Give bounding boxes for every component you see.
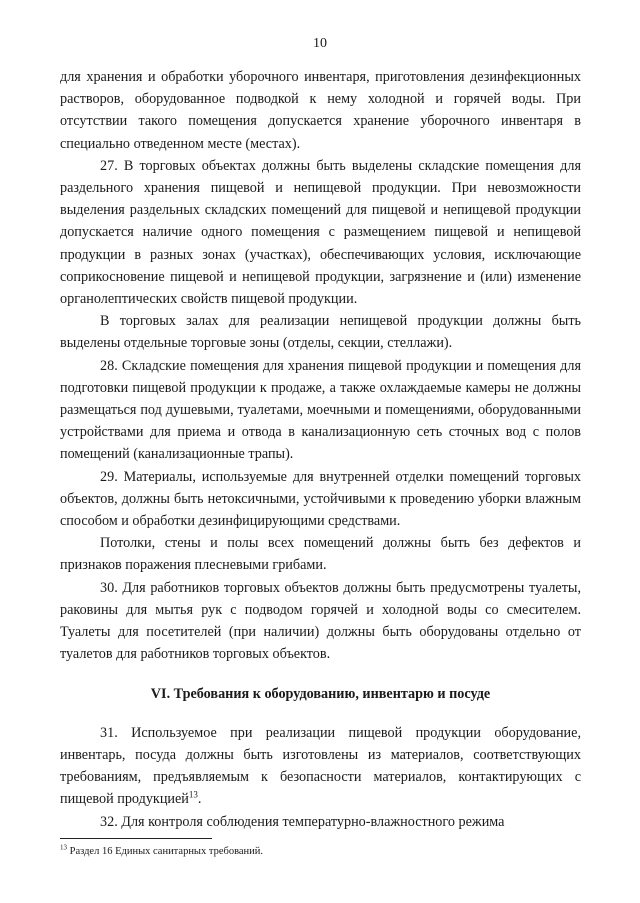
- footnote-text: Раздел 16 Единых санитарных требований.: [67, 846, 264, 857]
- paragraph-32: 32. Для контроля соблюдения температурно-влажностного режима: [100, 813, 505, 830]
- document-body: [60, 66, 581, 833]
- paragraph-29-ceilings: Потолки, стены и полы всех помещений должны быть без дефектов и признаков поражения плесневыми грибами.: [60, 535, 581, 574]
- paragraph-29: 29. Материалы, используемые для внутренней отделки помещений торговых объектов, должны быть нетоксичными, устойчивыми к проведению уборки влажным способом и обработки дезинфицирующими средствами.: [60, 468, 581, 530]
- paragraph-cleaning-room: для хранения и обработки уборочного инвентаря, приготовления дезинфекционных растворов, оборудованное подводкой к нему холодной и горячей воды. При отсутствии такого помещения допускается хранение уборочного инвентаря в специально отведенном месте (местах).: [60, 69, 581, 152]
- paragraph-31: [60, 722, 581, 811]
- paragraph-31-suffix: .: [197, 791, 202, 808]
- page-number: 10: [313, 36, 327, 51]
- footnote-number: 13: [60, 843, 67, 852]
- paragraph-31-text: 31. Используемое при реализации пищевой продукции оборудование, инвентарь, посуда должны быть изготовлены из материалов, соответствующих требованиям, предъявляемым к безопасности материалов, контактирующих с пищевой продукцией: [60, 724, 581, 808]
- paragraph-27: 27. В торговых объектах должны быть выделены складские помещения для раздельного хранения пищевой и непищевой продукции. При невозможности выделения раздельных складских помещений для пищевой и непищевой продукции допускается наличие одного помещения с размещением пищевой и непищевой продукции в разных зонах (участках), обеспечивающих условия, исключающие соприкосновение пищевой и непищевой продукции, загрязнение и (или) изменение органолептических свойств пищевой продукции.: [60, 157, 581, 308]
- paragraph-28: 28. Складские помещения для хранения пищевой продукции и помещения для подготовки пищевой продукции к продаже, а также охлаждаемые камеры не должны размещаться под душевыми, туалетами, моечными и помещениями, оборудованными устройствами для приема и отвода в канализационную сеть сточных вод с полов помещений (канализационные трапы).: [60, 357, 581, 463]
- section-heading: VI. Требования к оборудованию, инвентарю и посуде: [150, 686, 491, 703]
- footnote-divider: [60, 838, 212, 839]
- footnote: [60, 843, 581, 857]
- footnote-reference[interactable]: 13: [188, 789, 198, 800]
- paragraph-30: 30. Для работников торговых объектов должны быть предусмотрены туалеты, раковины для мытья рук с подводом горячей и холодной воды со смесителем. Туалеты для посетителей (при наличии) должны быть оборудованы отдельно от туалетов для работников торговых объектов.: [60, 579, 581, 663]
- paragraph-27-nonfood-zones: В торговых залах для реализации непищевой продукции должны быть выделены отдельные торговые зоны (отделы, секции, стеллажи).: [60, 313, 581, 352]
